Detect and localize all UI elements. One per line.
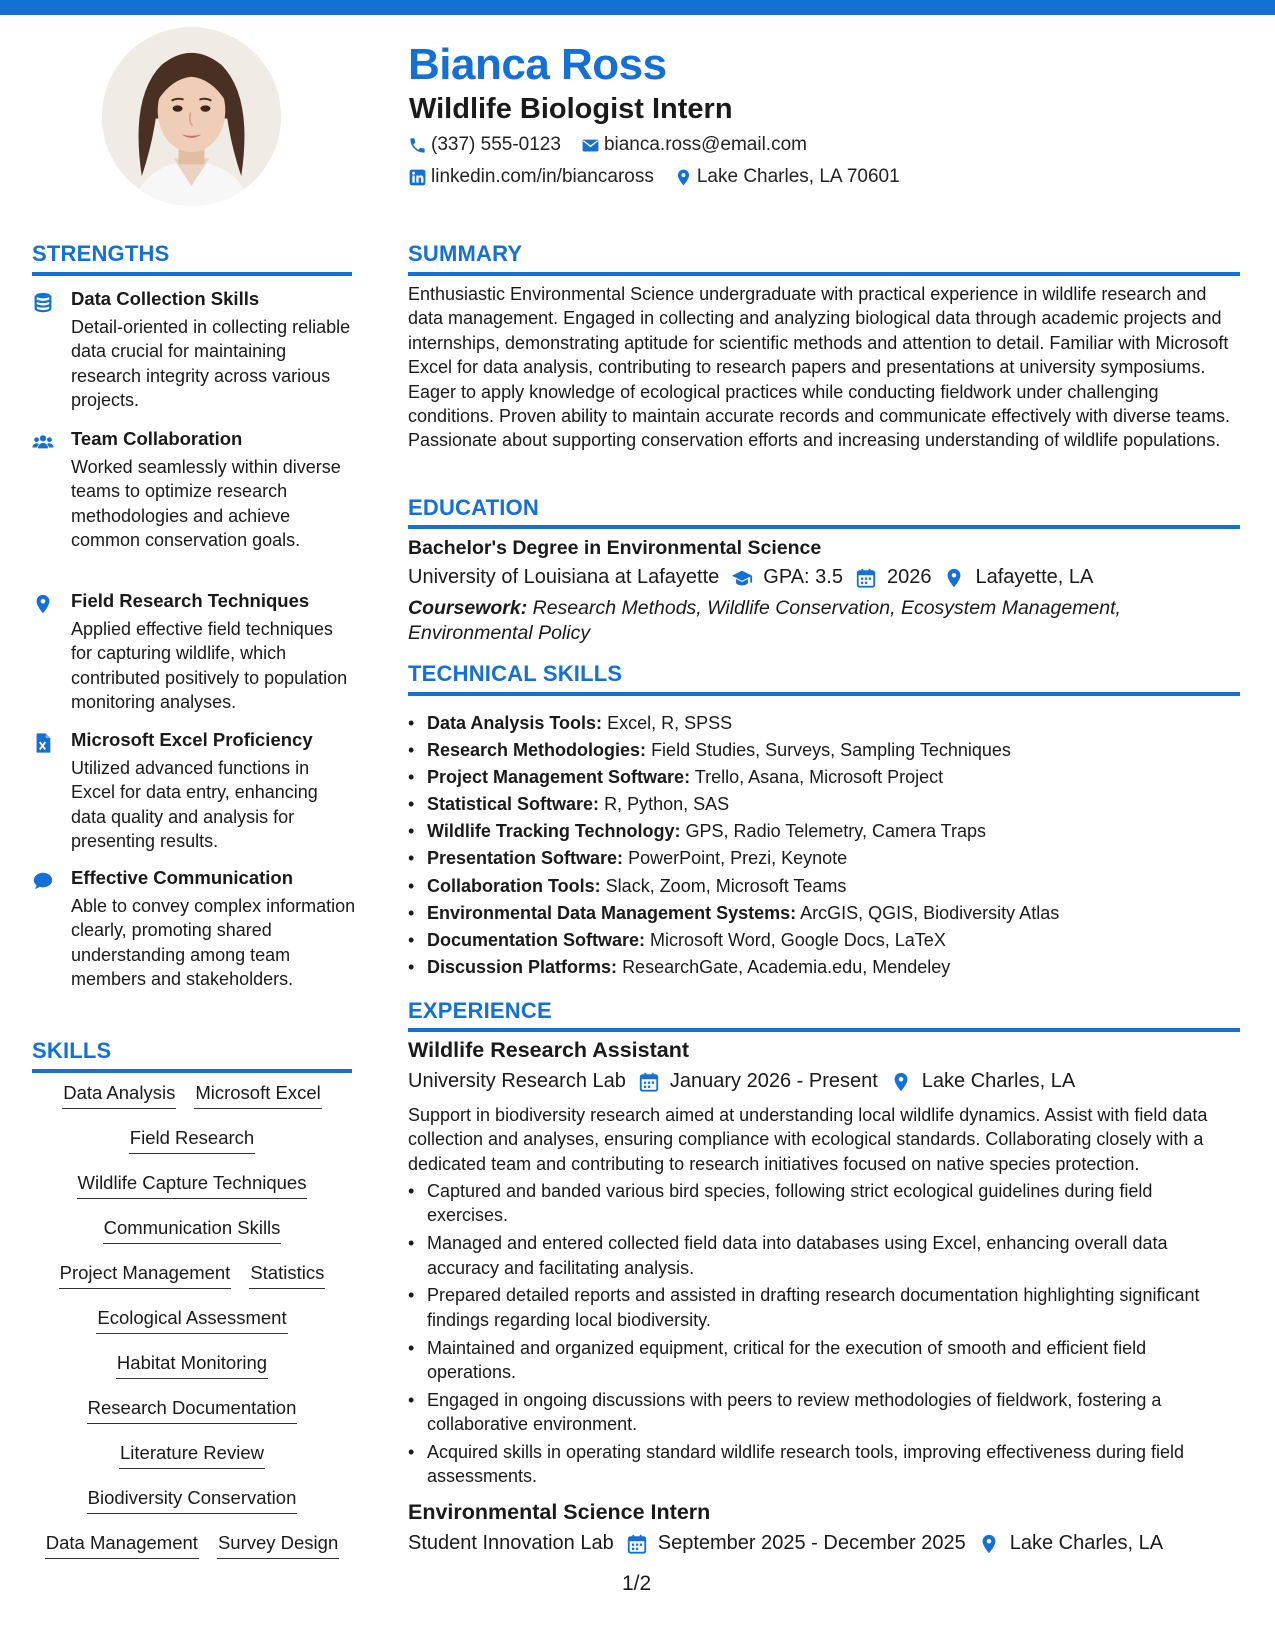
job-dates-text: January 2026 - Present — [669, 1070, 878, 1092]
strength-title: Microsoft Excel Proficiency — [71, 729, 313, 750]
strength-desc: Utilized advanced functions in Excel for data entry, enhancing data quality and analysis for presenting results. — [71, 758, 318, 851]
education-meta — [408, 566, 1093, 589]
job-bullet-list — [408, 1179, 1238, 1492]
tech-skill-value: Excel, R, SPSS — [607, 713, 733, 733]
job-location — [878, 1070, 1075, 1093]
education-degree: Bachelor's Degree in Environmental Science — [408, 537, 822, 559]
skill-row — [32, 1532, 352, 1577]
strength-desc: Worked seamlessly within diverse teams to optimize research methodologies and achieve common conservation goals. — [71, 457, 341, 550]
tech-skill-label: Project Management Software: — [427, 767, 691, 788]
envelope-icon — [581, 136, 600, 155]
tech-skill-label: Data Analysis Tools: — [427, 713, 603, 733]
gpa-text: GPA: 3.5 — [763, 566, 843, 588]
job-title: Wildlife Research Assistant — [408, 1038, 689, 1062]
skill-tag: Data Management — [45, 1532, 199, 1559]
job-bullet: • Acquired skills in operating standard wildlife research tools, improving effectiveness during field assessments. — [408, 1442, 1185, 1487]
skill-tag: Biodiversity Conservation — [87, 1487, 298, 1514]
skills-tag-cloud — [32, 1082, 352, 1577]
job-bullet: • Prepared detailed reports and assisted in drafting research documentation highlighting significant findings regarding local biodiversity. — [408, 1285, 1200, 1330]
summary-heading: SUMMARY — [408, 241, 523, 266]
tech-skill-value: Microsoft Word, Google Docs, LaTeX — [650, 929, 946, 950]
strengths-rule — [32, 272, 352, 276]
contact-email — [581, 134, 807, 156]
skill-tag: Field Research — [129, 1127, 255, 1154]
skill-row — [32, 1307, 352, 1352]
coursework — [408, 596, 1228, 646]
skill-row — [32, 1262, 352, 1307]
education-rule — [408, 525, 1240, 529]
tech-skill-item: • Wildlife Tracking Technology: GPS, Radio Telemetry, Camera Traps — [408, 821, 986, 842]
tech-skill-item: • Collaboration Tools: Slack, Zoom, Microsoft Teams — [408, 875, 847, 896]
experience-rule — [408, 1028, 1240, 1032]
edu-location-text: Lafayette, LA — [975, 566, 1094, 588]
calendar-icon — [855, 567, 877, 589]
job-location — [966, 1532, 1163, 1555]
summary-rule — [408, 272, 1240, 276]
skill-row — [32, 1082, 352, 1127]
education-heading: EDUCATION — [408, 495, 539, 520]
skill-tag: Project Management — [59, 1262, 232, 1289]
skill-tag: Literature Review — [119, 1442, 265, 1469]
job-dates — [614, 1532, 966, 1555]
linkedin-link[interactable]: linkedin.com/in/biancaross — [431, 166, 654, 187]
experience-heading: EXPERIENCE — [408, 998, 552, 1023]
chat-bubble-icon — [32, 870, 54, 892]
strengths-heading: STRENGTHS — [32, 241, 170, 266]
top-accent-bar — [0, 0, 1275, 15]
skill-tag: Statistics — [249, 1262, 325, 1289]
tech-skill-label: Wildlife Tracking Technology: — [427, 821, 681, 842]
job-dates-text: September 2025 - December 2025 — [657, 1532, 966, 1554]
tech-skill-value: Slack, Zoom, Microsoft Teams — [605, 875, 847, 896]
tech-skill-value: ResearchGate, Academia.edu, Mendeley — [622, 956, 951, 977]
tech-skill-value: Field Studies, Surveys, Sampling Techniques — [651, 740, 1011, 761]
strength-desc: Detail-oriented in collecting reliable data crucial for maintaining research integrity across various projects. — [71, 317, 351, 410]
linkedin-icon — [408, 168, 427, 187]
job-bullet: • Engaged in ongoing discussions with peers to review methodologies of fieldwork, fostering a collaborative environment. — [408, 1389, 1162, 1435]
tech-skill-item: • Environmental Data Management Systems: ArcGIS, QGIS, Biodiversity Atlas — [408, 902, 1060, 923]
skill-row — [32, 1217, 352, 1262]
technical-skills-rule — [408, 692, 1240, 696]
map-pin-icon — [978, 1533, 1000, 1555]
calendar-icon — [626, 1533, 648, 1555]
tech-skill-label: Collaboration Tools: — [427, 875, 601, 896]
skill-tag: Wildlife Capture Techniques — [77, 1172, 308, 1199]
skill-tag: Data Analysis — [62, 1082, 176, 1109]
tech-skill-item: • Research Methodologies: Field Studies, Surveys, Sampling Techniques — [408, 740, 1011, 761]
job-location-text: Lake Charles, LA — [1009, 1532, 1164, 1554]
strength-title: Data Collection Skills — [71, 288, 260, 309]
tech-skill-item: • Discussion Platforms: ResearchGate, Academia.edu, Mendeley — [408, 956, 951, 977]
tech-skill-item: • Data Analysis Tools: Excel, R, SPSS — [408, 713, 733, 733]
tech-skill-label: Presentation Software: — [427, 848, 624, 869]
tech-skill-item: • Documentation Software: Microsoft Word, Google Docs, LaTeX — [408, 929, 946, 950]
users-icon — [32, 431, 54, 453]
coursework-label: Coursework: — [408, 597, 528, 619]
job-company: University Research Lab — [408, 1070, 626, 1092]
job-bullet: • Maintained and organized equipment, critical for the execution of smooth and efficient field operations. — [408, 1337, 1147, 1383]
phone-text: (337) 555-0123 — [431, 134, 561, 155]
tech-skill-label: Statistical Software: — [427, 794, 600, 815]
job-title: Environmental Science Intern — [408, 1500, 711, 1524]
strength-title: Team Collaboration — [71, 428, 243, 449]
page-number: 1/2 — [622, 1572, 652, 1595]
strength-desc: Applied effective field techniques for capturing wildlife, which contributed positively to population monitoring analyses. — [71, 619, 348, 712]
education-gpa — [719, 566, 843, 589]
tech-skill-item: • Statistical Software: R, Python, SAS — [408, 794, 730, 815]
map-pin-icon — [32, 593, 54, 615]
email-link[interactable]: bianca.ross@email.com — [603, 134, 807, 155]
technical-skills-heading: TECHNICAL SKILLS — [408, 661, 623, 686]
strength-desc: Able to convey complex information clearly, promoting shared understanding among team members and stakeholders. — [71, 896, 356, 989]
tech-skill-label: Environmental Data Management Systems: — [427, 902, 797, 923]
database-icon — [32, 291, 54, 313]
job-company: Student Innovation Lab — [408, 1532, 614, 1554]
tech-skill-value: R, Python, SAS — [604, 794, 730, 815]
excel-file-icon — [32, 732, 54, 754]
portrait-illustration — [102, 27, 281, 206]
phone-icon — [408, 136, 427, 155]
candidate-name: Bianca Ross — [408, 40, 667, 89]
skill-tag: Communication Skills — [103, 1217, 282, 1244]
coursework-list: Research Methods, Wildlife Conservation, Ecosystem Management, Environmental Policy — [408, 597, 1121, 644]
tech-skill-label: Documentation Software: — [427, 929, 646, 950]
job-meta — [408, 1532, 1163, 1555]
tech-skill-value: Trello, Asana, Microsoft Project — [694, 767, 944, 788]
skills-rule — [32, 1069, 352, 1073]
skill-row — [32, 1442, 352, 1487]
job-bullet: • Captured and banded various bird species, following strict ecological guidelines during field exercises. — [408, 1181, 1153, 1226]
contact-location — [674, 166, 900, 188]
contact-phone — [408, 134, 561, 156]
education-location — [931, 566, 1093, 589]
contact-row-2 — [408, 166, 920, 188]
contact-linkedin — [408, 166, 654, 188]
skills-heading: SKILLS — [32, 1038, 112, 1063]
skill-tag: Habitat Monitoring — [116, 1352, 268, 1379]
job-bullet: • Managed and entered collected field data into databases using Excel, enhancing overall data accuracy and facilitating analysis. — [408, 1233, 1168, 1278]
technical-skills-list — [408, 711, 1238, 982]
tech-skill-value: ArcGIS, QGIS, Biodiversity Atlas — [800, 902, 1060, 923]
skill-row — [32, 1397, 352, 1442]
strength-title: Field Research Techniques — [71, 590, 310, 611]
education-school: University of Louisiana at Lafayette — [408, 566, 720, 588]
strength-title: Effective Communication — [71, 867, 294, 888]
profile-photo — [102, 27, 281, 206]
tech-skill-value: GPS, Radio Telemetry, Camera Traps — [685, 821, 986, 842]
map-pin-icon — [943, 567, 965, 589]
job-location-text: Lake Charles, LA — [921, 1070, 1076, 1092]
tech-skill-item: • Presentation Software: PowerPoint, Prezi, Keynote — [408, 848, 848, 869]
skill-tag: Survey Design — [217, 1532, 339, 1559]
skill-row — [32, 1487, 352, 1532]
skill-row — [32, 1127, 352, 1172]
tech-skill-item: • Project Management Software: Trello, Asana, Microsoft Project — [408, 767, 944, 788]
map-pin-icon — [674, 168, 693, 187]
year-text: 2026 — [886, 566, 932, 588]
summary-text: Enthusiastic Environmental Science undergraduate with practical experience in wildlife research and data management. Engaged in collecting and analyzing biological data through academic projects and internships, demonstrating aptitude for scientific methods and attention to detail. Familiar with Microsoft Excel for data analysis, contributing to research papers and presentations at university symposiums. Eager to apply knowledge of ecological practices while conducting fieldwork under challenging conditions. Proven ability to maintain accurate records and communicate effectively with diverse teams. Passionate about supporting conservation efforts and increasing understanding of wildlife populations. — [408, 284, 1231, 451]
candidate-title: Wildlife Biologist Intern — [409, 93, 733, 125]
job-dates — [626, 1070, 878, 1093]
graduation-cap-icon — [731, 567, 753, 589]
skill-tag: Microsoft Excel — [194, 1082, 321, 1109]
contact-row-1 — [408, 134, 827, 156]
job-meta — [408, 1070, 1075, 1093]
skill-tag: Ecological Assessment — [96, 1307, 287, 1334]
job-description: Support in biodiversity research aimed at understanding local wildlife dynamics. Assist with field data collection and analyses, ensuring compliance with ecological standards. Collaborating closely with a dedicated team and contributing to research initiatives focused on native species protection. — [408, 1105, 1208, 1174]
skill-tag: Research Documentation — [87, 1397, 298, 1424]
skill-row — [32, 1352, 352, 1397]
tech-skill-label: Research Methodologies: — [427, 740, 647, 761]
calendar-icon — [638, 1071, 660, 1093]
map-pin-icon — [890, 1071, 912, 1093]
location-text: Lake Charles, LA 70601 — [696, 166, 900, 187]
tech-skill-value: PowerPoint, Prezi, Keynote — [628, 848, 848, 869]
tech-skill-label: Discussion Platforms: — [427, 956, 618, 977]
education-year — [843, 566, 932, 589]
skill-row — [32, 1172, 352, 1217]
